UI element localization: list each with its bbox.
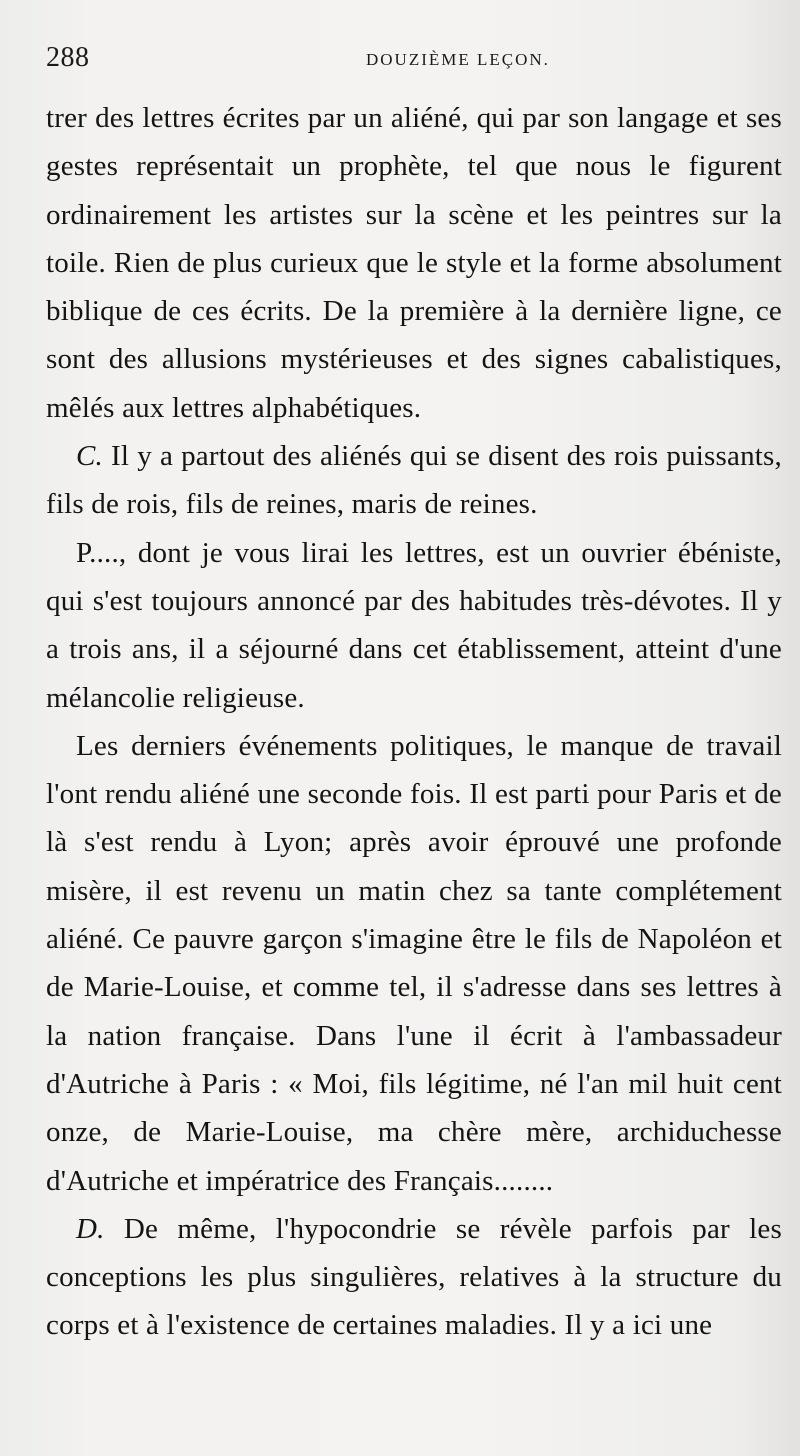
paragraph-politics [46,722,782,1205]
section-marker: C. [76,440,103,473]
page-header [46,42,786,82]
paragraph-text: trer des lettres écrites par un aliéné, qui par son langage et ses gestes représentait un prophète, tel que nous le figurent ordinairement les artistes sur la scène et les peintres sur la toile. Rien de plus curieux que le style et la forme absolument biblique de ces écrits. De la première à la dernière ligne, ce sont des allusions mystérieuses et des signes cabalistiques, mêlés aux lettres alphabétiques. [46,102,782,424]
paragraph-d [46,1205,782,1350]
paragraph-text: Il y a partout des aliénés qui se disent des rois puissants, fils de rois, fils de reines, maris de reines. [46,440,782,521]
paragraph-text: P...., dont je vous lirai les lettres, est un ouvrier ébéniste, qui s'est toujours annoncé par des habitudes très-dévotes. Il y a trois ans, il a séjourné dans cet établissement, atteint d'une mélancolie religieuse. [46,536,782,714]
paragraph-continuation [46,94,782,432]
page-number: 288 [46,42,90,73]
running-title: DOUZIÈME LEÇON. [366,50,550,69]
body-text [46,94,782,1350]
section-marker: D. [76,1212,105,1245]
paragraph-text: Les derniers événements politiques, le manque de travail l'ont rendu aliéné une seconde fois. Il est parti pour Paris et de là s'est rendu à Lyon; après avoir éprouvé une profonde misère, il est revenu un matin chez sa tante complétement aliéné. Ce pauvre garçon s'imagine être le fils de Napoléon et de Marie-Louise, et comme tel, il s'adresse dans ses lettres à la nation française. Dans l'une il écrit à l'ambassadeur d'Autriche à Paris : « Moi, fils légitime, né l'an mil huit cent onze, de Marie-Louise, ma chère mère, archiduchesse d'Autriche et impératrice des Français........ [46,729,782,1197]
paragraph-p [46,529,782,722]
paragraph-c [46,432,782,529]
paragraph-text: De même, l'hypocondrie se révèle parfois par les conceptions les plus singulières, relatives à la structure du corps et à l'existence de certaines maladies. Il y a ici une [46,1212,782,1342]
